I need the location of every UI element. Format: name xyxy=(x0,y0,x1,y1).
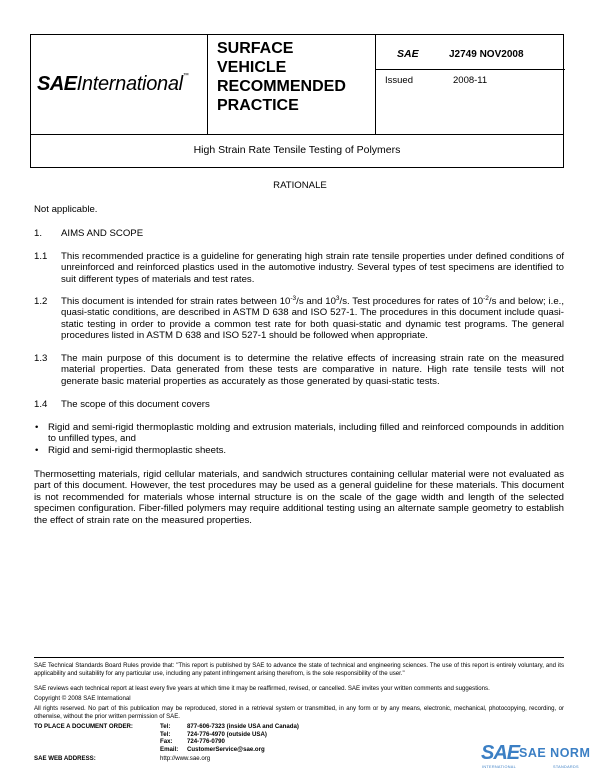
contact-label: Tel: xyxy=(160,723,171,730)
header-divider xyxy=(375,35,376,134)
contact-row xyxy=(160,738,299,746)
contact-row xyxy=(160,723,299,731)
superscript: -2 xyxy=(483,294,489,302)
contact-label: Tel: xyxy=(160,730,171,738)
watermark-standards: STANDARDS xyxy=(553,765,579,769)
issued-label: Issued xyxy=(385,75,413,86)
contact-value: 724-776-4970 (outside USA) xyxy=(187,730,267,738)
watermark-international: INTERNATIONAL xyxy=(482,765,516,769)
superscript: 3 xyxy=(335,294,340,302)
doc-type-line: VEHICLE xyxy=(217,59,287,76)
contact-label: Fax: xyxy=(160,738,173,746)
logo-trademark: ™ xyxy=(182,73,189,79)
contact-value: 724-776-0790 xyxy=(187,738,225,746)
logo-sae-text: SAE xyxy=(37,73,77,95)
footer-rights: All rights reserved. No part of this publication may be reproduced, stored in a retrieval system or transmitted, in any form or by any means, electronic, mechanical, photocopying, recording, or otherwise, without the prior written permission of SAE. xyxy=(34,705,564,720)
text-run: /s. Test procedures for rates of 10 xyxy=(339,296,484,307)
watermark-sae-logo: SAE xyxy=(481,742,520,764)
watermark-norm-text: SAE NORM xyxy=(519,746,591,760)
section-number: 1. xyxy=(34,228,43,239)
bullet-marker: • xyxy=(35,422,39,433)
closing-paragraph: Thermosetting materials, rigid cellular materials, and sandwich structures containing cellular material were not evaluated as part of this document. However, the test procedures may be used as a general guideline for these materials. This document is not recommended for materials whose internal structure is on the scale of the gage width and length of the selected specimen configuration. Fiber-filled polymers may require additional testing using an alternate sample geometry to establish the effect of strain rate on the measured properties. xyxy=(34,469,564,526)
bullet-item: Rigid and semi-rigid thermoplastic sheets. xyxy=(48,445,227,456)
sae-small-logo: SAE xyxy=(397,48,419,60)
paragraph-number: 1.4 xyxy=(34,399,48,410)
sae-international-logo xyxy=(37,73,189,96)
paragraph-1-3: The main purpose of this document is to determine the relative effects of increasing strain rate on the measured material properties. Data generated from these tests are comparative in nature. High rate tensile tests will not generate basic material properties as accurately as those generated by quasi-static tests. xyxy=(61,353,564,387)
contact-row xyxy=(160,746,299,754)
paragraph-number: 1.2 xyxy=(34,296,48,307)
doc-type-line: PRACTICE xyxy=(217,97,299,114)
document-type xyxy=(217,39,346,115)
footer-copyright: Copyright © 2008 SAE International xyxy=(34,695,131,702)
footer-rule xyxy=(34,657,564,658)
document-number: J2749 NOV2008 xyxy=(449,49,524,60)
paragraph-number: 1.3 xyxy=(34,353,48,364)
paragraph-1-2 xyxy=(61,296,564,342)
doc-type-line: RECOMMENDED xyxy=(217,78,346,95)
footer-rules: SAE Technical Standards Board Rules provide that: "This report is published by SAE to advance the state of technical and engineering sciences. The use of this report is entirely voluntary, and its applicability and suitability for any particular use, including any patent infringement arising therefrom, is the sole responsibility of the user." xyxy=(34,662,564,677)
logo-international-text: International xyxy=(76,73,183,95)
text-run: This document is intended for strain rates between 10 xyxy=(61,296,291,307)
section-title: AIMS AND SCOPE xyxy=(61,228,144,239)
web-address[interactable]: http://www.sae.org xyxy=(160,755,211,762)
doc-type-line: SURFACE xyxy=(217,40,294,57)
header-box xyxy=(30,34,564,135)
contact-row xyxy=(160,731,299,739)
header-divider xyxy=(375,69,565,70)
text-run: /s and 10 xyxy=(296,296,336,307)
superscript: -3 xyxy=(290,294,297,302)
paragraph-number: 1.1 xyxy=(34,251,48,262)
contact-label: Email: xyxy=(160,745,179,753)
order-label: TO PLACE A DOCUMENT ORDER: xyxy=(34,723,133,730)
bullet-item: Rigid and semi-rigid thermoplastic molding and extrusion materials, including filled and reinforced compounds in addition to unfilled types, and xyxy=(48,422,564,445)
web-label: SAE WEB ADDRESS: xyxy=(34,755,96,762)
sae-norm-watermark xyxy=(481,742,595,772)
contact-value[interactable]: CustomerService@sae.org xyxy=(187,745,265,753)
contact-value: 877-606-7323 (inside USA and Canada) xyxy=(187,723,299,730)
rationale-text: Not applicable. xyxy=(34,204,98,215)
bullet-marker: • xyxy=(35,445,39,456)
header-divider xyxy=(207,35,208,134)
issued-date: 2008-11 xyxy=(453,75,488,86)
rationale-heading: RATIONALE xyxy=(273,180,327,191)
footer-review: SAE reviews each technical report at least every five years at which time it may be reaffirmed, revised, or cancelled. SAE invites your written comments and suggestions. xyxy=(34,685,490,692)
order-contacts xyxy=(160,723,299,753)
paragraph-1-1: This recommended practice is a guideline for generating high strain rate tensile properties under defined conditions of unreinforced and reinforced plastics used in the automotive industry. Several types of test specimens are identified to suit different types of materials and test rates. xyxy=(61,251,564,285)
text-run: /s and below; i.e., quasi-static conditions, are described in ASTM D 638 and ISO 527-1. The procedures in this document include quasi-static testing in order to provide a common test rate for both quasi-static and dynamic test programs. The general procedures listed in ASTM D 638 and ISO 527-1 should be followed when appropriate. xyxy=(61,296,564,342)
paragraph-1-4: The scope of this document covers xyxy=(61,399,210,410)
document-title: High Strain Rate Tensile Testing of Polymers xyxy=(30,134,564,168)
